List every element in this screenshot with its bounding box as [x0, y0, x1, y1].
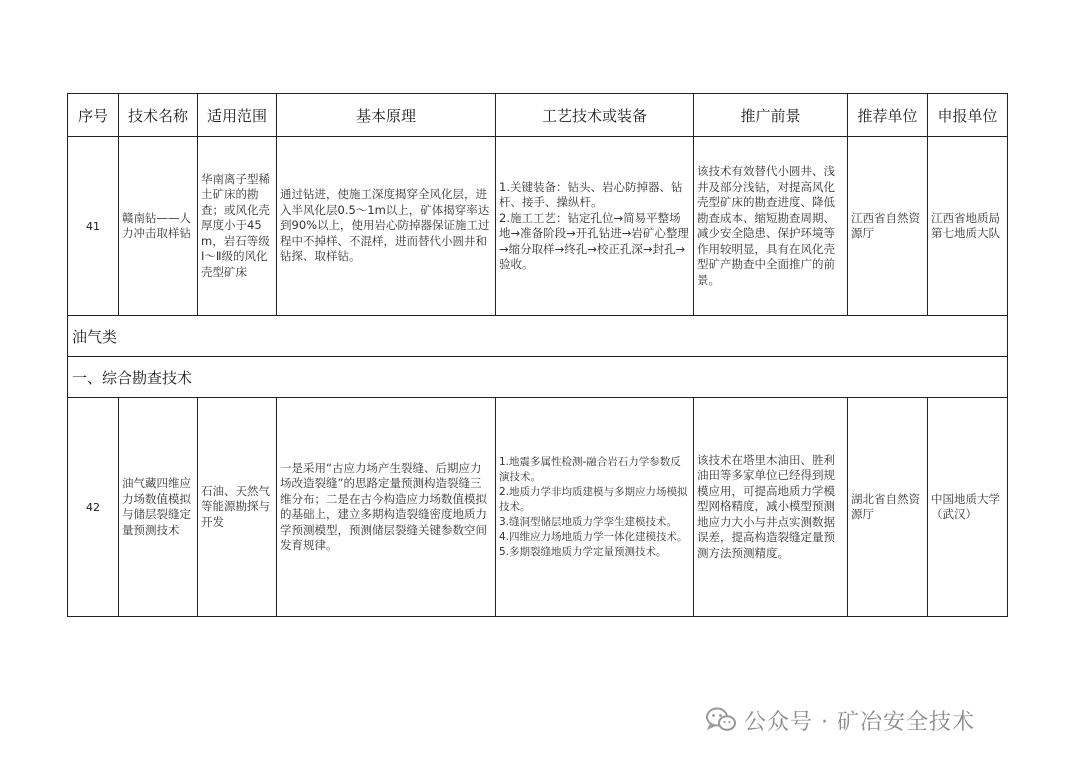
row-applicant: 中国地质大学（武汉）	[928, 398, 1008, 617]
section-title: 油气类	[68, 316, 1008, 357]
table-row	[68, 398, 1008, 617]
row-principle: 一是采用“古应力场产生裂缝、后期应力场改造裂缝”的思路定量预测构造裂缝三维分布；二是在古今构造应力场数值模拟的基础上，建立多期构造裂缝密度地质力学预测模型，预测储层裂缝关键参数空间发育规律。	[277, 398, 496, 617]
row-scope: 华南离子型稀土矿床的勘查；或风化壳厚度小于45 m，岩石等级Ⅰ～Ⅱ级的风化壳型矿床	[198, 137, 277, 316]
row-tech-name: 赣南钻——人力冲击取样钻	[119, 137, 198, 316]
row-seq: 41	[68, 137, 119, 316]
row-recommender: 江西省自然资源厅	[848, 137, 928, 316]
row-process: 1.关键装备：钻头、岩心防掉器、钻杆、接手、操纵杆。 2.施工工艺：钻定孔位→简易平整场地→准备阶段→开孔钻进→岩矿心整理→缩分取样→终孔→校正孔深→封孔→验收。	[496, 137, 694, 316]
header-row	[68, 94, 1008, 137]
wechat-icon	[706, 707, 736, 733]
subsection-title: 一、综合勘查技术	[68, 357, 1008, 398]
watermark	[706, 703, 975, 737]
row-scope: 石油、天然气等能源勘探与开发	[198, 398, 277, 617]
row-prospect: 该技术有效替代小圆井、浅井及部分浅钻，对提高风化壳型矿床的勘查进度、降低勘查成本、缩短勘查周期、减少安全隐患、保护环境等作用较明显，具有在风化壳型矿产勘查中全面推广的前景。	[694, 137, 848, 316]
header-recommender: 推荐单位	[848, 94, 928, 137]
subsection-row	[68, 357, 1008, 398]
watermark-text: 公众号 · 矿冶安全技术	[744, 709, 975, 735]
header-scope: 适用范围	[198, 94, 277, 137]
row-seq: 42	[68, 398, 119, 617]
row-prospect: 该技术在塔里木油田、胜利油田等多家单位已经得到规模应用，可提高地质力学模型网格精度，减小模型预测地应力大小与井点实测数据误差，提高构造裂缝定量预测方法预测精度。	[694, 398, 848, 617]
header-principle: 基本原理	[277, 94, 496, 137]
row-tech-name: 油气藏四维应力场数值模拟与储层裂缝定量预测技术	[119, 398, 198, 617]
header-process: 工艺技术或装备	[496, 94, 694, 137]
header-prospect: 推广前景	[694, 94, 848, 137]
row-recommender: 湖北省自然资源厅	[848, 398, 928, 617]
row-process: 1.地震多属性检测-融合岩石力学参数反演技术。 2.地质力学非均质建模与多期应力场模拟技术。 3.缝洞型储层地质力学孪生建模技术。 4.四维应力场地质力学一体化建模技术。 5.多期裂缝地质力学定量预测技术。	[496, 398, 694, 617]
technology-table	[67, 93, 1008, 617]
row-principle: 通过钻进，使施工深度揭穿全风化层，进入半风化层0.5～1m以上，矿体揭穿率达到90%以上，使用岩心防掉器保证施工过程中不掉样、不混样，进而替代小圆井和钻探、取样钻。	[277, 137, 496, 316]
row-applicant: 江西省地质局第七地质大队	[928, 137, 1008, 316]
table-row	[68, 137, 1008, 316]
header-seq: 序号	[68, 94, 119, 137]
header-applicant: 申报单位	[928, 94, 1008, 137]
header-tech-name: 技术名称	[119, 94, 198, 137]
section-row	[68, 316, 1008, 357]
